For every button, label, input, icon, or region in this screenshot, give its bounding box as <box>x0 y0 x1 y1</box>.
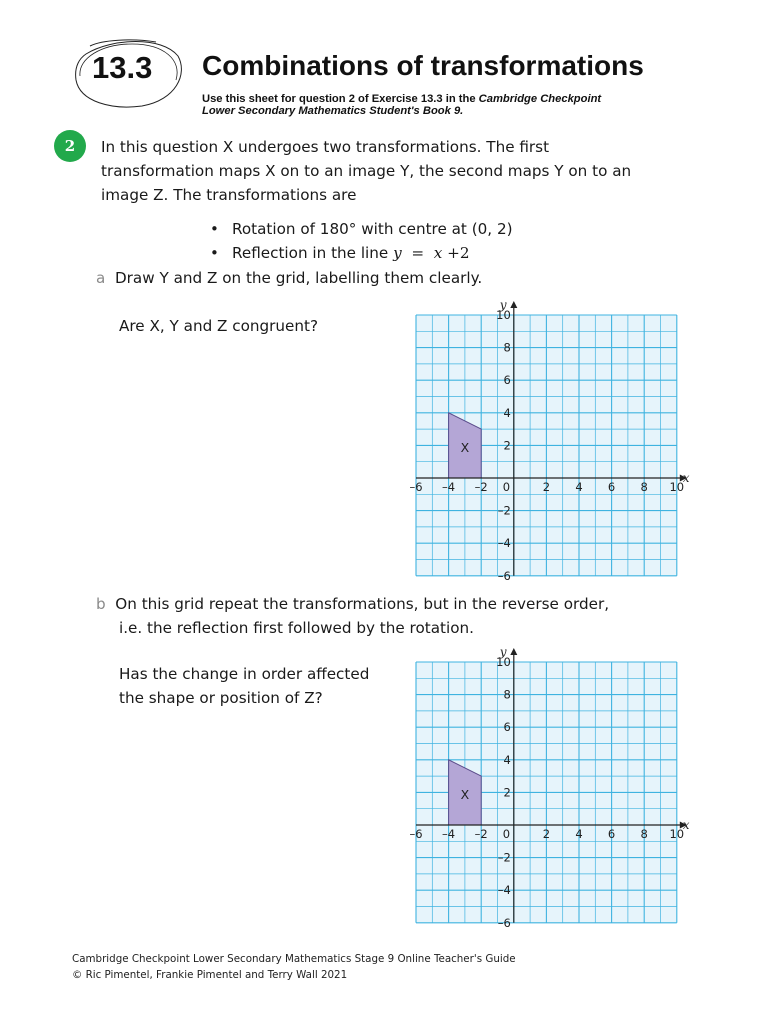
origin-label: 0 <box>502 827 511 841</box>
x-tick-label: 4 <box>575 827 583 841</box>
part-b-instruction-row <box>96 592 609 616</box>
y-tick-label: 4 <box>503 752 511 767</box>
origin-label: 0 <box>502 480 511 494</box>
part-b-question-line: the shape or position of Z? <box>119 689 323 707</box>
y-tick-label: –4 <box>497 883 511 898</box>
page-footer <box>72 951 516 983</box>
x-tick-label: 6 <box>607 827 616 841</box>
coordinate-grid-a[interactable] <box>380 290 710 583</box>
part-b-letter: b <box>96 595 106 613</box>
coordinate-grid-b[interactable] <box>380 637 710 930</box>
x-tick-label: –2 <box>474 480 488 494</box>
page-subtitle <box>202 93 722 117</box>
question-intro <box>101 135 701 207</box>
y-tick-label: 6 <box>503 373 511 388</box>
x-tick-label: 8 <box>640 480 648 494</box>
bullet-dot: • <box>210 244 219 262</box>
x-tick-label: 4 <box>575 480 583 494</box>
part-a-instruction: Draw Y and Z on the grid, labelling them clearly. <box>114 269 483 287</box>
shape-x-label: X <box>460 786 470 802</box>
subtitle-book-line2: Lower Secondary Mathematics Student's Book 9. <box>202 105 464 117</box>
y-tick-label: 2 <box>503 438 511 453</box>
y-tick-label: 8 <box>503 340 511 355</box>
equation-x: x <box>433 244 443 262</box>
x-tick-label: 6 <box>607 480 616 494</box>
part-b-question <box>119 662 369 710</box>
y-tick-label: –4 <box>497 536 511 551</box>
bullet-reflection-text: Reflection in the line <box>232 244 394 262</box>
section-number: 13.3 <box>92 50 153 85</box>
part-a-letter: a <box>96 269 106 287</box>
y-tick-label: 4 <box>503 405 511 420</box>
y-tick-label: –2 <box>497 503 511 518</box>
y-tick-label: 2 <box>503 785 511 800</box>
x-tick-label: –6 <box>409 480 423 494</box>
y-tick-label: 6 <box>503 720 511 735</box>
bullet-rotation: Rotation of 180° with centre at (0, 2) <box>232 220 513 238</box>
intro-line: In this question X undergoes two transformations. The first <box>101 138 550 156</box>
y-tick-label: –6 <box>497 915 511 930</box>
intro-line: transformation maps X on to an image Y, the second maps Y on to an <box>101 162 632 180</box>
x-tick-label: 8 <box>640 827 648 841</box>
subtitle-prefix: Use this sheet for question 2 of Exercise 13.3 in the <box>202 93 479 105</box>
equation-plus-two: +2 <box>447 244 470 262</box>
question-number-badge: 2 <box>54 130 86 162</box>
y-tick-label: 10 <box>496 655 511 669</box>
part-a-question: Are X, Y and Z congruent? <box>119 317 319 335</box>
x-tick-label: 10 <box>669 827 685 841</box>
part-a-instruction-row <box>96 266 482 290</box>
y-tick-label: 8 <box>503 687 511 702</box>
footer-line: Cambridge Checkpoint Lower Secondary Mathematics Stage 9 Online Teacher's Guide <box>72 953 516 965</box>
x-tick-label: 2 <box>542 480 551 494</box>
x-axis-label: x <box>682 818 690 832</box>
y-axis-arrow <box>510 301 517 308</box>
x-axis-label: x <box>682 471 690 485</box>
equation-y: y <box>393 244 402 262</box>
list-item <box>210 217 513 241</box>
page-title: Combinations of transformations <box>202 50 644 81</box>
transformation-list <box>210 217 513 265</box>
y-tick-label: –6 <box>497 568 511 583</box>
footer-line: © Ric Pimentel, Frankie Pimentel and Terry Wall 2021 <box>72 969 348 981</box>
x-tick-label: –6 <box>409 827 423 841</box>
x-tick-label: –4 <box>442 480 456 494</box>
x-tick-label: 2 <box>542 827 551 841</box>
equation-equals: = <box>411 244 425 262</box>
part-b-instruction-line: i.e. the reflection first followed by the rotation. <box>119 619 474 637</box>
shape-x-label: X <box>460 439 470 455</box>
x-tick-label: –4 <box>442 827 456 841</box>
part-b-question-line: Has the change in order affected <box>119 665 370 683</box>
y-axis-label: y <box>499 298 507 312</box>
y-tick-label: 10 <box>496 308 511 322</box>
intro-line: image Z. The transformations are <box>101 186 357 204</box>
part-b-instruction-line: On this grid repeat the transformations, but in the reverse order, <box>115 595 610 613</box>
y-axis-arrow <box>510 648 517 655</box>
x-tick-label: –2 <box>474 827 488 841</box>
x-tick-label: 10 <box>669 480 685 494</box>
subtitle-book-line1: Cambridge Checkpoint <box>478 93 602 105</box>
y-axis-label: y <box>499 645 507 659</box>
list-item <box>210 241 513 265</box>
bullet-dot: • <box>210 220 219 238</box>
y-tick-label: –2 <box>497 850 511 865</box>
